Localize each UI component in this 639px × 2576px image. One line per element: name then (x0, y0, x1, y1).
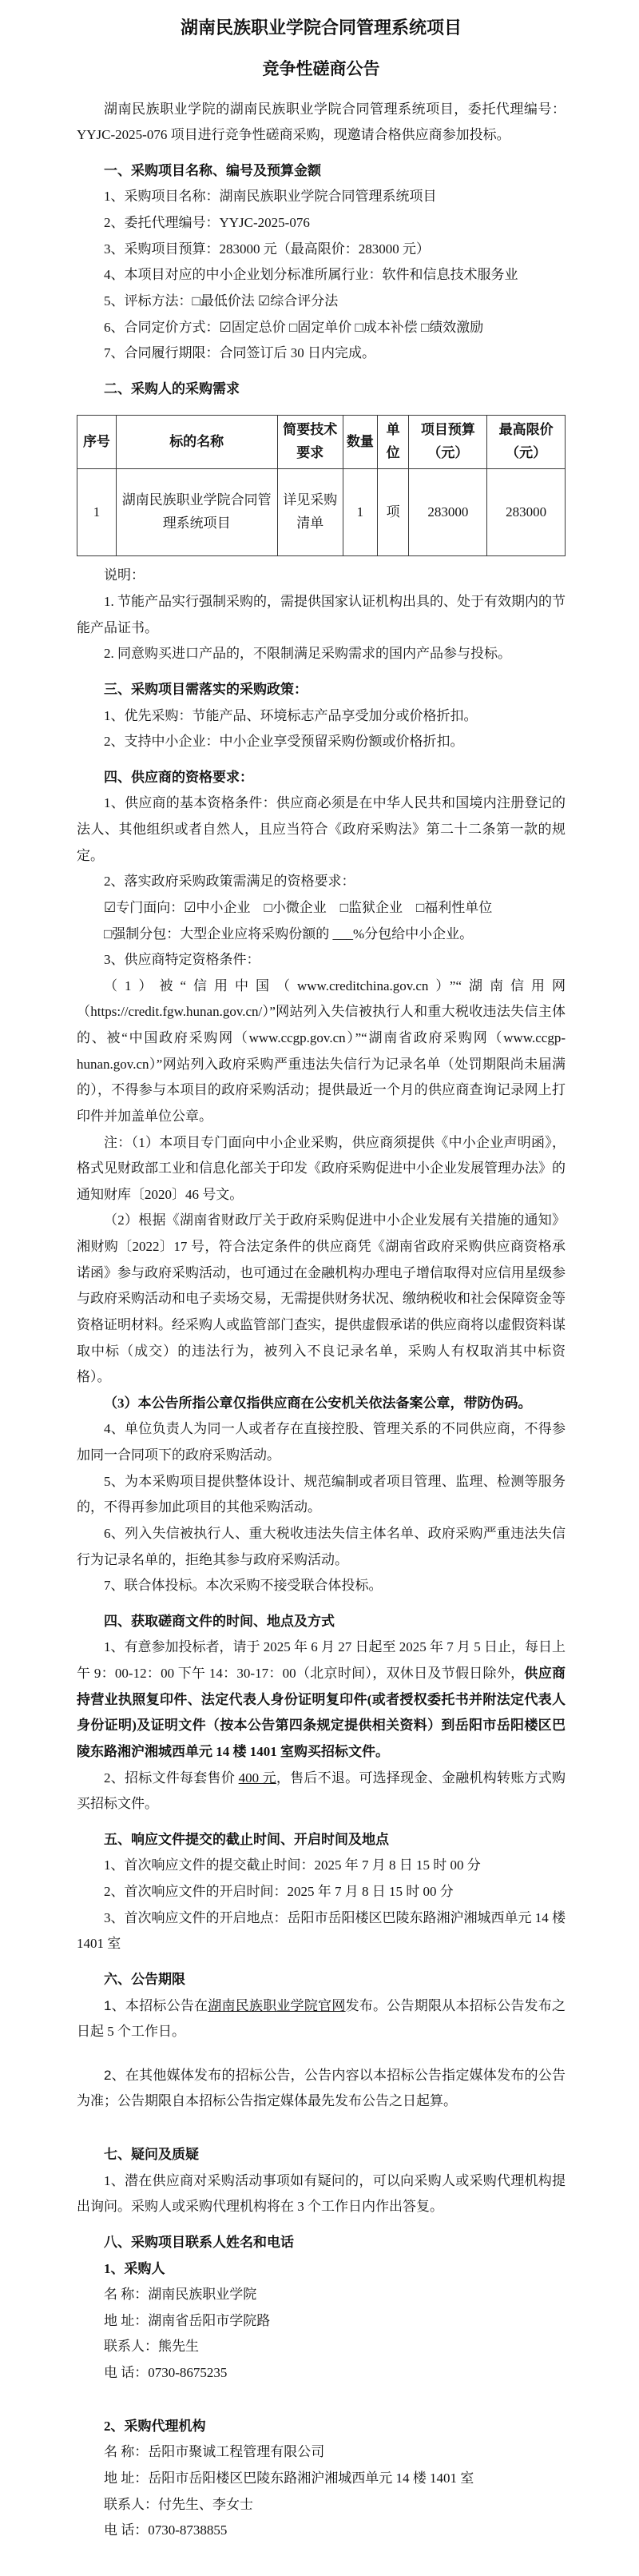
s1-item-1: 1、采购项目名称：湖南民族职业学院合同管理系统项目 (104, 189, 437, 205)
agency-phone: 电 话：0730-8738855 (104, 2522, 228, 2538)
agency-heading: 2、采购代理机构 (104, 2418, 206, 2434)
s1-item-3: 3、采购项目预算：283000 元（最高限价：283000 元） (104, 241, 430, 257)
s2-note-2: 2. 同意购买进口产品的，不限制满足采购需求的国内产品参与投标。 (104, 646, 511, 662)
s4-item-4: 4、单位负责人为同一人或者存在直接控股、管理关系的不同供应商，不得参加同一合同项下的政府采购活动。 (77, 1421, 566, 1463)
s7-item-1 (77, 1993, 566, 2045)
cell-unit: 项 (377, 469, 409, 556)
s4-item-1: 1、供应商的基本资格条件：供应商必须是在中华人民共和国境内注册登记的法人、其他组织或者自然人，且应当符合《政府采购法》第二十二条第一款的规定。 (77, 795, 566, 863)
col-tech-req: 简要技术要求 (277, 416, 343, 469)
s5-item-1-bold: 供应商持营业执照复印件、法定代表人身份证明复印件(或者授权委托书并附法定代表人身份证明)及证明文件（按本公告第四条规定提供相关资料）到岳阳市岳阳楼区巴陵东路湘沪湘城西单元 14 楼 1401 室购买招标文件。 (77, 1666, 566, 1759)
s7-item-2: 2、在其他媒体发布的招标公告，公告内容以本招标公告指定媒体发布的公告为准；公告期限自本招标公告指定媒体最先发布公告之日起算。 (77, 2067, 566, 2109)
cell-budget: 283000 (409, 469, 487, 556)
section-4-heading: 四、供应商的资格要求： (104, 769, 253, 785)
s5-item-2-pre: 2、招标文件每套售价 (104, 1770, 239, 1786)
s4-checkbox-line-oriented: ☑专门面向：☑中小企业 □小微企业 □监狱企业 □福利性单位 (104, 899, 493, 915)
cell-qty: 1 (343, 469, 377, 556)
official-site-link[interactable]: 湖南民族职业学院官网 (208, 1997, 346, 2013)
purchaser-contact: 联系人：熊先生 (104, 2339, 199, 2355)
purchaser-heading: 1、采购人 (104, 2260, 165, 2276)
s4-item-3: 3、供应商特定资格条件： (104, 952, 260, 968)
s4-note-1: 注：（1）本项目专门面向中小企业采购，供应商须提供《中小企业声明函》，格式见财政部工业和信息化部关于印发《政府采购促进中小企业发展管理办法》的通知财库〔2020〕46 号文。 (77, 1134, 566, 1202)
cell-subject-name: 湖南民族职业学院合同管理系统项目 (116, 469, 277, 556)
cell-tech-req: 详见采购清单 (277, 469, 343, 556)
intro-paragraph: 湖南民族职业学院的湖南民族职业学院合同管理系统项目，委托代理编号：YYJC-2025-076 项目进行竞争性磋商采购，现邀请合格供应商参加投标。 (77, 101, 566, 143)
cell-seq: 1 (77, 469, 117, 556)
col-budget: 项目预算（元） (409, 416, 487, 469)
s6-item-1-deadline: 1、首次响应文件的提交截止时间：2025 年 7 月 8 日 15 时 00 分 (104, 1857, 481, 1873)
s4-note-2: （2）根据《湖南省财政厅关于政府采购促进中小企业发展有关措施的通知》湘财购〔2022〕17 号，符合法定条件的供应商凭《湖南省政府采购供应商资格承诺函》参与政府采购活动，也可通过在金融机构办理电子增信取得对应信用星级参与政府采购活动和电子卖场交易，无需提供财务状况、缴纳税收和社会保障资金等资格证明材料。经采购人或监管部门查实，提供虚假承诺的供应商将以虚假资料谋取中标（成交）的违法行为，被列入不良记录名单，采购人有权取消其中标资格）。 (77, 1212, 566, 1385)
col-subject-name: 标的名称 (116, 416, 277, 469)
agency-name: 名 称：岳阳市聚诚工程管理有限公司 (104, 2444, 325, 2460)
section-3-heading: 三、采购项目需落实的采购政策： (104, 681, 308, 697)
s1-item-7: 7、合同履行期限：合同签订后 30 日内完成。 (104, 345, 375, 361)
cell-max-price: 283000 (487, 469, 566, 556)
s6-item-3-open-location: 3、首次响应文件的开启地点：岳阳市岳阳楼区巴陵东路湘沪湘城西单元 14 楼 1401 室 (77, 1909, 566, 1952)
col-seq: 序号 (77, 416, 117, 469)
s7-item-1-post: 发布。公告期限从本招标公告发布之日起 5 个工作日。 (77, 1997, 566, 2040)
s4-item-5: 5、为本采购项目提供整体设计、规范编制或者项目管理、监理、检测等服务的，不得再参加此项目的其他采购活动。 (77, 1473, 566, 1515)
s5-item-2 (77, 1766, 566, 1818)
section-8-heading: 八、采购项目联系人姓名和电话 (104, 2234, 294, 2250)
section-7-heading: 七、疑问及质疑 (104, 2147, 199, 2162)
s4-item-2: 2、落实政府采购政策需满足的资格要求： (104, 874, 355, 890)
agency-contact: 联系人：付先生、李女士 (104, 2496, 253, 2512)
section-6-heading: 六、公告期限 (104, 1971, 185, 1987)
s4-checkbox-line-subcontract: □强制分包：大型企业应将采购份额的 ___%分包给中小企业。 (104, 926, 474, 942)
s2-note-label: 说明： (104, 567, 145, 583)
s4-credit-check-paragraph: （1）被“信用中国（www.creditchina.gov.cn）”“湖南信用网（https://credit.fgw.hunan.gov.cn/）”网站列入失信被执行人和重大税收违法失信主体的、被“中国政府采购网（www.ccgp.gov.cn）”“湖南省政府采购网（www.ccgp-hunan.gov.cn）”网站列入政府采购严重违法失信行为记录名单（处罚期限尚未届满的），不得参与本项目的政府采购活动；提供最近一个月的供应商查询记录网上打印件并加盖单位公章。 (77, 977, 566, 1124)
s7-item-1-pre: 1、本招标公告在 (104, 1997, 208, 2013)
s5-item-1 (77, 1634, 566, 1765)
section-2-heading: 二、采购人的采购需求 (104, 380, 240, 396)
s5-item-2-post: ，售后不退。可选择现金、金融机构转账方式购买招标文件。 (77, 1770, 566, 1812)
s2-note-1: 1. 节能产品实行强制采购的，需提供国家认证机构出具的、处于有效期内的节能产品证书。 (77, 594, 566, 635)
s1-item-5-eval-method-checkboxes: 5、评标方法：□最低价法 ☑综合评分法 (104, 293, 339, 309)
table-header-row (77, 416, 566, 469)
section-1-heading: 一、采购项目名称、编号及预算金额 (104, 162, 321, 178)
s1-item-4: 4、本项目对应的中小企业划分标准所属行业：软件和信息技术服务业 (104, 267, 518, 283)
requirements-table (77, 415, 566, 556)
doc-title: 湖南民族职业学院合同管理系统项目 (180, 18, 462, 38)
purchaser-name: 名 称：湖南民族职业学院 (104, 2287, 257, 2303)
col-max-price: 最高限价（元） (487, 416, 566, 469)
s5-item-1-normal: 1、有意参加投标者，请于 2025 年 6 月 27 日起至 2025 年 7 月 5 日止，每日上午 9：00-12：00 下午 14：30-17：00（北京时间），双休日及节假日除外， (77, 1639, 566, 1681)
s3-item-2: 2、支持中小企业：中小企业享受预留采购份额或价格折扣。 (104, 734, 464, 750)
purchaser-phone: 电 话：0730-8675235 (104, 2365, 228, 2380)
section-get-docs-heading: 四、获取磋商文件的时间、地点及方式 (104, 1613, 335, 1629)
s3-item-1: 1、优先采购：节能产品、环境标志产品享受加分或价格折扣。 (104, 707, 478, 723)
table-row (77, 469, 566, 556)
agency-address: 地 址：岳阳市岳阳楼区巴陵东路湘沪湘城西单元 14 楼 1401 室 (104, 2470, 474, 2486)
col-qty: 数量 (343, 416, 377, 469)
s6-item-2-open-time: 2、首次响应文件的开启时间：2025 年 7 月 8 日 15 时 00 分 (104, 1884, 454, 1899)
s5-doc-price: 400 元 (238, 1770, 276, 1786)
s4-item-6: 6、列入失信被执行人、重大税收违法失信主体名单、政府采购严重违法失信行为记录名单的，拒绝其参与政府采购活动。 (77, 1525, 566, 1567)
s1-item-2: 2、委托代理编号：YYJC-2025-076 (104, 215, 310, 230)
col-unit: 单位 (377, 416, 409, 469)
purchaser-address: 地 址：湖南省岳阳市学院路 (104, 2312, 271, 2328)
s8-item-1: 1、潜在供应商对采购活动事项如有疑问的，可以向采购人或采购代理机构提出询问。采购人或采购代理机构将在 3 个工作日内作出答复。 (77, 2172, 566, 2215)
s1-item-6-pricing-checkboxes: 6、合同定价方式：☑固定总价 □固定单价 □成本补偿 □绩效激励 (104, 319, 484, 335)
s4-note-3-seal-statement: （3）本公告所指公章仅指供应商在公安机关依法备案公章，带防伪码。 (104, 1395, 532, 1411)
s4-item-7: 7、联合体投标。本次采购不接受联合体投标。 (104, 1578, 383, 1594)
doc-subtitle: 竞争性磋商公告 (262, 59, 380, 78)
section-5-heading: 五、响应文件提交的截止时间、开启时间及地点 (104, 1831, 389, 1847)
